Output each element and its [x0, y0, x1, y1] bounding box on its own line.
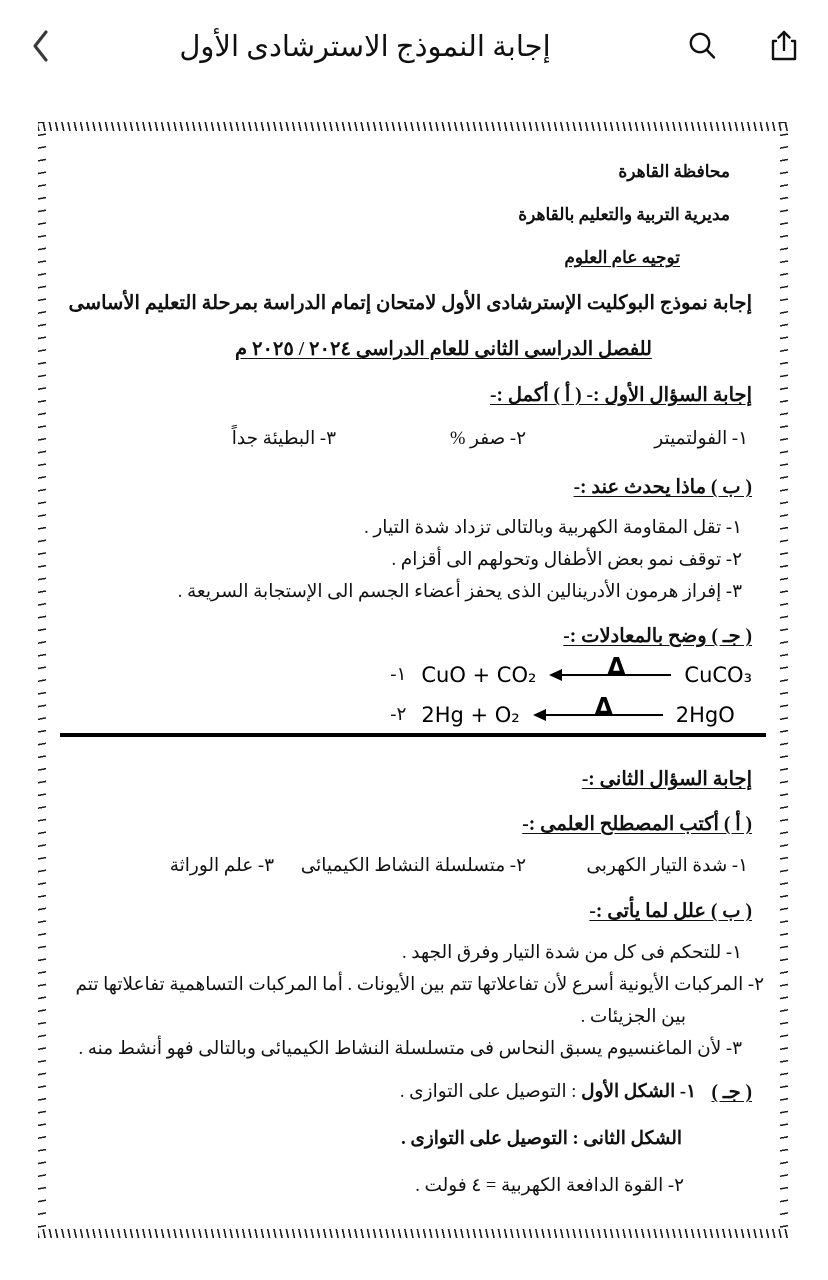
equation-list — [375, 653, 752, 732]
page-border-left — [38, 122, 46, 1238]
q2c-shape2-label — [401, 1129, 682, 1149]
equation-1-reactants: CuCO₃ — [684, 663, 752, 687]
document-title-line1: إجابة نموذج البوكليت الإسترشادى الأول لامتحان إتمام الدراسة بمرحلة التعليم الأساسى — [68, 293, 752, 314]
q2-heading: إجابة السؤال الثانى :- — [581, 769, 752, 790]
q2a-answer-1: ١- شدة التيار الكهربى — [586, 856, 748, 876]
shape-label: الشكل الثانى — [583, 1129, 682, 1149]
q1-heading: إجابة السؤال الأول :- ( أ ) أكمل :- — [490, 385, 752, 406]
app-header — [0, 0, 828, 92]
arrow-shaft — [561, 653, 671, 680]
q2b-answer-3: ٣- لأن الماغنسيوم يسبق النحاس فى متسلسلة النشاط الكيميائى وبالتالى فهو أنشط منه . — [78, 1039, 742, 1059]
equation-2-products: 2Hg + O₂ — [421, 703, 520, 727]
search-icon — [686, 30, 718, 62]
back-button[interactable] — [18, 20, 64, 72]
q1a-answer-3: ٣- البطيئة جداً — [231, 429, 336, 449]
equation-1-products: CuO + CO₂ — [421, 663, 537, 687]
arrow-shaft — [545, 693, 663, 720]
letterhead-governorate: محافظة القاهرة — [618, 162, 730, 181]
chevron-left-icon — [28, 27, 54, 65]
equation-row-2 — [375, 693, 752, 732]
equation-row-1 — [375, 653, 752, 692]
equation-1-condition: Δ — [607, 653, 626, 680]
document-page — [38, 122, 788, 1238]
equation-1-arrow — [549, 653, 671, 690]
document-content — [52, 134, 774, 1224]
q2c-label: ( جـ ) — [711, 1082, 752, 1103]
shape-value: : التوصيل على التوازى . — [399, 1082, 582, 1102]
letterhead-directorate: مديرية التربية والتعليم بالقاهرة — [518, 205, 730, 224]
section-divider — [60, 733, 766, 737]
q2b-answer-1: ١- للتحكم فى كل من شدة التيار وفرق الجهد . — [402, 943, 742, 963]
share-button[interactable] — [758, 20, 810, 72]
q1b-answer-1: ١- تقل المقاومة الكهربية وبالتالى تزداد شدة التيار . — [364, 518, 742, 538]
q1b-answer-3: ٣- إفراز هرمون الأدرينالين الذى يحفز أعضاء الجسم الى الإستجابة السريعة . — [177, 582, 742, 602]
q2a-answer-2: ٢- متسلسلة النشاط الكيميائى — [300, 856, 526, 876]
page-title: إجابة النموذج الاسترشادى الأول — [179, 30, 551, 63]
q1b-heading: ( ب ) ماذا يحدث عند :- — [573, 477, 752, 498]
equation-1-number: ١- — [390, 665, 407, 685]
q2c-line-3: ٢- القوة الدافعة الكهربية = ٤ فولت . — [415, 1176, 684, 1196]
shape-value: : التوصيل على التوازى . — [401, 1129, 584, 1149]
page-border-top — [38, 122, 788, 131]
q1a-answer-1: ١- الفولتميتر — [654, 429, 748, 449]
q2a-heading: ( أ ) أكتب المصطلح العلمى :- — [522, 814, 752, 835]
q2b-heading: ( ب ) علل لما يأتى :- — [589, 901, 752, 922]
share-icon — [769, 29, 799, 63]
q1b-answer-2: ٢- توقف نمو بعض الأطفال وتحولهم الى أقزام . — [391, 550, 742, 570]
q2b-answer-2-cont: بين الجزيئات . — [580, 1007, 686, 1027]
q2a-answer-3: ٣- علم الوراثة — [169, 856, 274, 876]
q1a-answer-2: ٢- صفر % — [449, 429, 526, 449]
q2b-answer-2: ٢- المركبات الأيونية أسرع لأن تفاعلاتها تتم بين الأيونات . أما المركبات التساهمية تفاعلاتها تتم — [75, 975, 764, 995]
q1c-heading: ( جـ ) وضح بالمعادلات :- — [563, 626, 752, 647]
q2c-line-1 — [400, 1083, 696, 1102]
equation-2-reactants: 2HgO — [675, 703, 735, 727]
page-border-bottom — [38, 1229, 788, 1238]
q2c-line-2 — [401, 1130, 682, 1149]
header-action-icons — [676, 20, 810, 72]
page-border-right — [780, 122, 788, 1238]
equation-2-number: ٢- — [390, 705, 407, 725]
letterhead-department: توجيه عام العلوم — [564, 248, 680, 267]
equation-2-arrow — [533, 693, 663, 730]
document-title-line2: للفصل الدراسى الثانى للعام الدراسى ٢٠٢٤ / ٢٠٢٥ م — [235, 339, 652, 360]
search-button[interactable] — [676, 20, 728, 72]
equation-2-condition: Δ — [594, 693, 613, 720]
shape-label: ١- الشكل الأول — [581, 1082, 696, 1102]
